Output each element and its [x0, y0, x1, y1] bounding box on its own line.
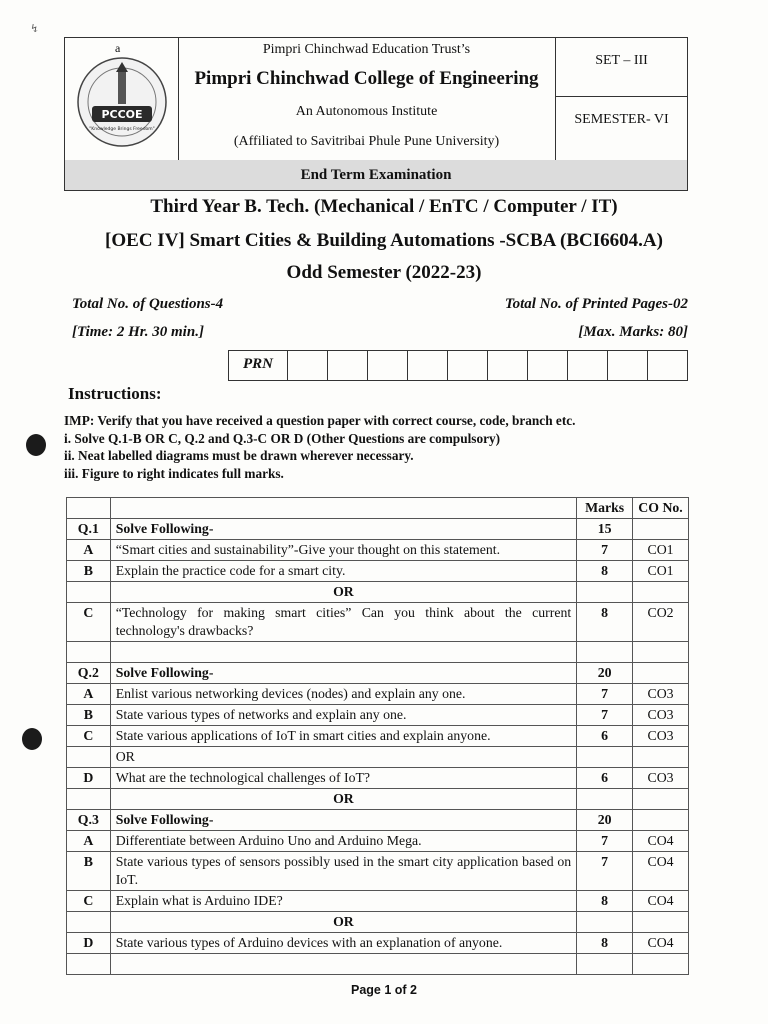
prn-cell[interactable] — [648, 351, 687, 380]
table-row: C State various applications of IoT in smart cities and explain anyone. 6 CO3 — [67, 726, 689, 747]
trust-name: Pimpri Chinchwad Education Trust’s — [262, 42, 471, 57]
punch-hole — [26, 434, 46, 456]
blank-row — [67, 954, 689, 975]
exam-time: [Time: 2 Hr. 30 min.] — [72, 324, 204, 340]
table-row: B State various types of networks and explain any one. 7 CO3 — [67, 705, 689, 726]
instructions-heading: Instructions: — [68, 384, 162, 403]
table-row: D What are the technological challenges of IoT? 6 CO3 — [67, 768, 689, 789]
instruction-line: iii. Figure to right indicates full marks. — [64, 465, 284, 481]
college-logo-icon — [76, 56, 168, 148]
autonomous-label: An Autonomous Institute — [295, 104, 438, 119]
prn-cell[interactable] — [448, 351, 488, 380]
table-row: B State various types of sensors possibly used in the smart city application based on IoT. 7 CO4 — [67, 852, 689, 891]
questions-table — [66, 497, 689, 975]
course-session: Odd Semester (2022-23) — [286, 262, 482, 283]
or-row: OR — [67, 582, 689, 603]
instruction-line: ii. Neat labelled diagrams must be drawn wherever necessary. — [64, 448, 414, 463]
exam-title: End Term Examination — [65, 160, 687, 190]
marks-header: Marks — [577, 498, 633, 519]
prn-cell[interactable] — [368, 351, 408, 380]
svg-text:PCCOE: PCCOE — [101, 108, 143, 121]
total-pages: Total No. of Printed Pages-02 — [504, 296, 688, 312]
max-marks: [Max. Marks: 80] — [578, 324, 688, 340]
prn-cell[interactable] — [528, 351, 568, 380]
table-row: A Differentiate between Arduino Uno and Arduino Mega. 7 CO4 — [67, 831, 689, 852]
prn-cell[interactable] — [328, 351, 368, 380]
course-subject: [OEC IV] Smart Cities & Building Automations -SCBA (BCI6604.A) — [105, 230, 663, 251]
table-row: Q.2 Solve Following- 20 — [67, 663, 689, 684]
semester-label: SEMESTER- VI — [574, 112, 669, 127]
prn-cell[interactable] — [568, 351, 608, 380]
or-row: OR — [67, 912, 689, 933]
prn-cell[interactable] — [488, 351, 528, 380]
table-header-row — [67, 498, 689, 519]
table-row: C “Technology for making smart cities” Can you think about the current technology's drawbacks? 8 CO2 — [67, 603, 689, 642]
prn-box — [228, 350, 688, 381]
table-row: B Explain the practice code for a smart city. 8 CO1 — [67, 561, 689, 582]
co-header: CO No. — [633, 498, 689, 519]
instruction-line: i. Solve Q.1-B OR C, Q.2 and Q.3-C OR D (Other Questions are compulsory) — [64, 430, 501, 446]
prn-cell[interactable] — [608, 351, 648, 380]
table-row: Q.1 Solve Following- 15 — [67, 519, 689, 540]
corner-mark: a — [115, 41, 121, 55]
table-row: C Explain what is Arduino IDE? 8 CO4 — [67, 891, 689, 912]
prn-cell[interactable] — [408, 351, 448, 380]
table-row: D State various types of Arduino devices with an explanation of anyone. 8 CO4 — [67, 933, 689, 954]
table-row: A “Smart cities and sustainability”-Give your thought on this statement. 7 CO1 — [67, 540, 689, 561]
instruction-line: IMP: Verify that you have received a question paper with correct course, code, branch etc. — [64, 413, 576, 428]
prn-label: PRN — [229, 351, 288, 380]
svg-text:"Knowledge Brings Freedom": "Knowledge Brings Freedom" — [89, 127, 155, 132]
course-year: Third Year B. Tech. (Mechanical / EnTC / Computer / IT) — [150, 196, 618, 217]
affiliation-label: (Affiliated to Savitribai Phule Pune University) — [233, 134, 500, 149]
or-row: OR — [67, 789, 689, 810]
scan-mark: ↯ — [30, 23, 40, 35]
instructions-list — [64, 412, 575, 482]
table-row: A Enlist various networking devices (nodes) and explain any one. 7 CO3 — [67, 684, 689, 705]
set-label: SET – III — [595, 53, 648, 68]
prn-cell[interactable] — [288, 351, 328, 380]
table-row: Q.3 Solve Following- 20 — [67, 810, 689, 831]
blank-row — [67, 642, 689, 663]
page-number: Page 1 of 2 — [351, 983, 417, 997]
punch-hole — [22, 728, 42, 750]
total-questions: Total No. of Questions-4 — [72, 296, 224, 312]
college-name: Pimpri Chinchwad College of Engineering — [194, 68, 539, 89]
or-row: OR — [67, 747, 689, 768]
